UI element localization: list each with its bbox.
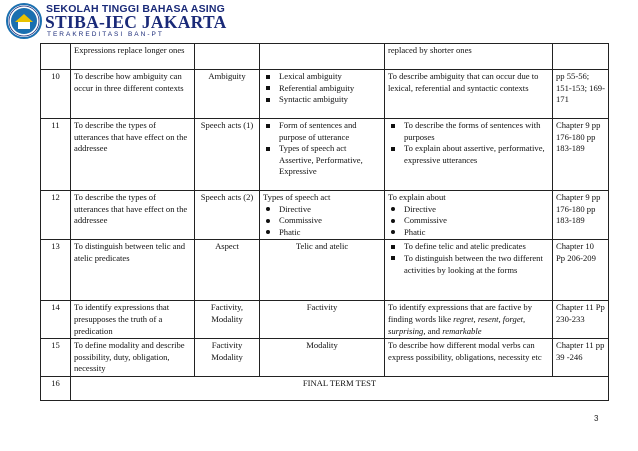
indicator-cell (385, 119, 553, 191)
subtopics-cell: Telic and atelic (260, 240, 385, 301)
objective-cell: To describe the types of utterances that have effect on the addressee (71, 191, 195, 240)
school-name-top: SEKOLAH TINGGI BAHASA ASING (46, 3, 226, 15)
list-item: To distinguish between the two different activities by looking at the forms (388, 253, 549, 276)
objective-cell: To describe the types of utterances that have effect on the addressee (71, 119, 195, 191)
school-logo-icon (6, 3, 42, 39)
syllabus-table (40, 43, 609, 401)
indicator-cell: To describe how different modal verbs can express possibility, obligations, necessity etc (385, 339, 553, 377)
list-item: Directive (263, 204, 381, 216)
list-item: Lexical ambiguity (263, 71, 381, 83)
subtopics-cell: Factivity (260, 301, 385, 339)
topic-cell: Factivity Modality (195, 339, 260, 377)
meeting-number: 12 (41, 191, 71, 240)
reference-cell: Chapter 11 Pp 230-233 (553, 301, 609, 339)
meeting-number: 14 (41, 301, 71, 339)
meeting-number: 11 (41, 119, 71, 191)
topic-cell: Ambiguity (195, 70, 260, 119)
indicator-cell (385, 191, 553, 240)
reference-cell: Chapter 9 pp 176-180 pp 183-189 (553, 191, 609, 240)
indicator-title: To explain about (388, 192, 446, 202)
table-row (41, 191, 609, 240)
subtopics-cell: Modality (260, 339, 385, 377)
table-row (41, 376, 609, 400)
subtopics-cell (260, 70, 385, 119)
reference-cell: Chapter 10 Pp 206-209 (553, 240, 609, 301)
indicator-cell: To describe ambiguity that can occur due to lexical, referential and syntactic contexts (385, 70, 553, 119)
table-row (41, 240, 609, 301)
list-item: Form of sentences and purpose of utterance (263, 120, 381, 143)
accreditation-label: TERAKREDITASI BAN-PT (47, 31, 164, 38)
objective-cell: To distinguish between telic and atelic predicates (71, 240, 195, 301)
indicator-example-last: remarkable (442, 325, 482, 336)
indicator-conjunction: and (427, 325, 441, 336)
topic-cell: Speech acts (1) (195, 119, 260, 191)
meeting-number (41, 44, 71, 70)
objective-cell: To define modality and describe possibility, duty, obligation, necessity (71, 339, 195, 377)
reference-cell (553, 44, 609, 70)
page-header (0, 0, 638, 44)
list-item: Referential ambiguity (263, 83, 381, 95)
final-term-test: FINAL TERM TEST (71, 376, 609, 400)
topic-cell (195, 44, 260, 70)
meeting-number: 13 (41, 240, 71, 301)
objective-cell: Expressions replace longer ones (71, 44, 195, 70)
table-row (41, 119, 609, 191)
subtopics-cell (260, 119, 385, 191)
subtopics-cell (260, 44, 385, 70)
reference-cell: Chapter 9 pp 176-180 pp 183-189 (553, 119, 609, 191)
list-item: To describe the forms of sentences with purposes (388, 120, 549, 143)
school-name-main: STIBA-IEC JAKARTA (45, 12, 227, 32)
topic-cell: Aspect (195, 240, 260, 301)
list-item: Directive (388, 204, 549, 216)
objective-cell: To identify expressions that presupposes the truth of a predication (71, 301, 195, 339)
list-item: Phatic (263, 227, 381, 239)
page-number: 3 (594, 414, 599, 423)
list-item: Phatic (388, 227, 549, 239)
objective-cell: To describe how ambiguity can occur in three different contexts (71, 70, 195, 119)
list-item: Types of speech act Assertive, Performative, Expressive (263, 143, 381, 178)
table-row (41, 301, 609, 339)
meeting-number: 15 (41, 339, 71, 377)
indicator-examples: regret, resent, forget, surprising, (388, 313, 526, 336)
reference-cell: Chapter 11 pp 39 -246 (553, 339, 609, 377)
subtopics-title: Types of speech act (263, 192, 331, 202)
meeting-number: 10 (41, 70, 71, 119)
indicator-text: To identify expressions that are factive by finding words like (388, 302, 533, 324)
reference-cell: pp 55-56; 151-153; 169-171 (553, 70, 609, 119)
list-item: Commissive (263, 215, 381, 227)
table-row (41, 339, 609, 377)
list-item: Commissive (388, 215, 549, 227)
meeting-number: 16 (41, 376, 71, 400)
list-item: To define telic and atelic predicates (388, 241, 549, 253)
list-item: Syntactic ambiguity (263, 94, 381, 106)
topic-cell: Factivity, Modality (195, 301, 260, 339)
indicator-cell: replaced by shorter ones (385, 44, 553, 70)
list-item: To explain about assertive, performative, expressive utterances (388, 143, 549, 166)
indicator-cell (385, 301, 553, 339)
topic-cell: Speech acts (2) (195, 191, 260, 240)
indicator-cell (385, 240, 553, 301)
subtopics-cell (260, 191, 385, 240)
table-row (41, 70, 609, 119)
table-row (41, 44, 609, 70)
